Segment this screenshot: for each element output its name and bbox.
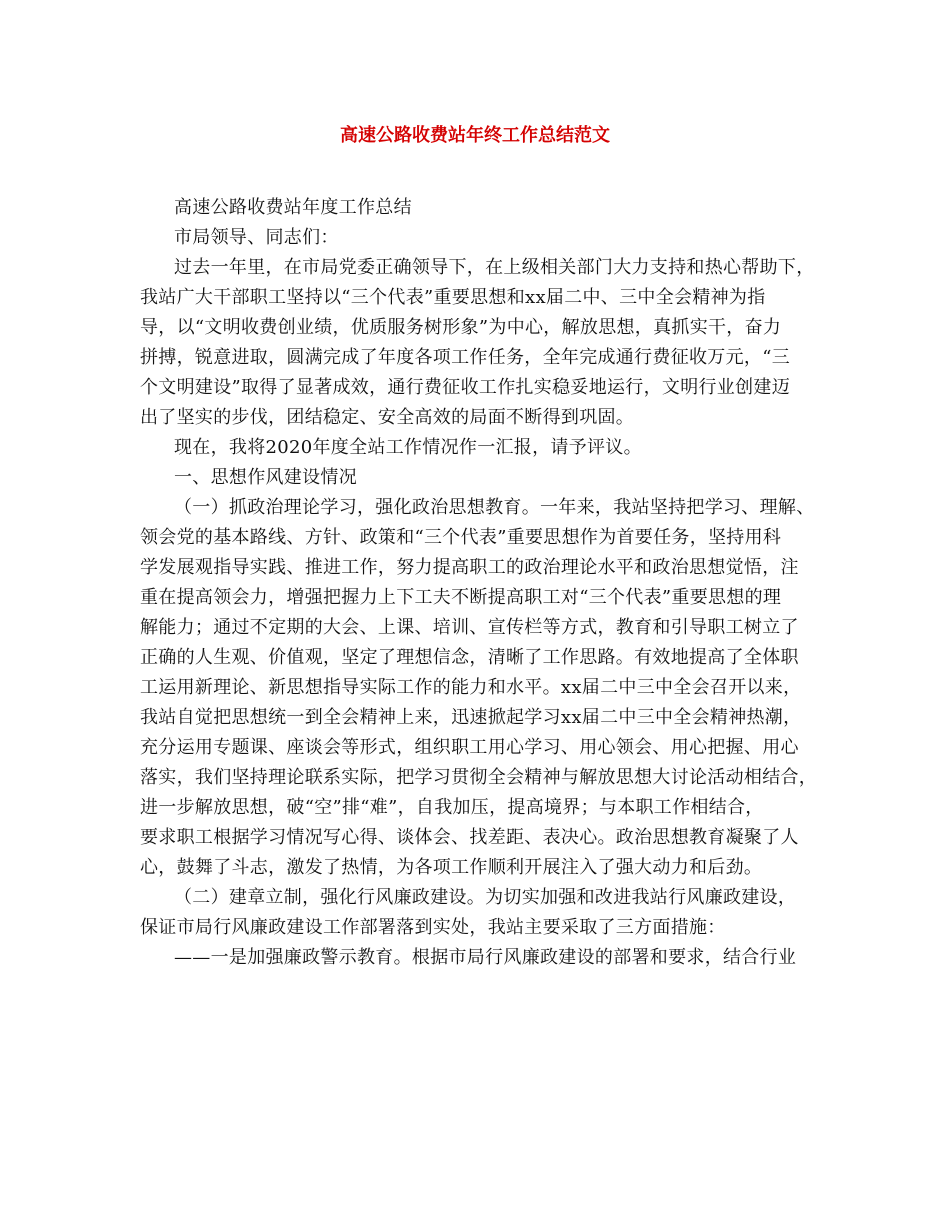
paragraph-line: 过去一年里，在市局党委正确领导下，在上级相关部门大力支持和热心帮助下， bbox=[174, 257, 815, 278]
document-body bbox=[140, 193, 823, 973]
paragraph-line: 工运用新理论、新思想指导实际工作的能力和水平。xx届二中三中全会召开以来， bbox=[140, 677, 802, 698]
document-title: 高速公路收费站年终工作总结范文 bbox=[340, 125, 610, 146]
paragraph-line: ——一是加强廉政警示教育。根据市局行风廉政建设的部署和要求，结合行业 bbox=[174, 947, 797, 968]
paragraph-line: 心，鼓舞了斗志，激发了热情，为各项工作顺利开展注入了强大动力和后劲。 bbox=[140, 857, 763, 878]
paragraph-line: 出了坚实的步伐，团结稳定、安全高效的局面不断得到巩固。 bbox=[140, 407, 635, 428]
paragraph-line: 学发展观指导实践、推进工作，努力提高职工的政治理论水平和政治思想觉悟，注 bbox=[140, 557, 799, 578]
paragraph-line: 领会党的基本路线、方针、政策和“三个代表”重要思想作为首要任务，坚持用科 bbox=[140, 527, 782, 548]
paragraph-line: 个文明建设”取得了显著成效，通行费征收工作扎实稳妥地运行，文明行业创建迈 bbox=[140, 377, 790, 398]
paragraph-line: 重在提高领会力，增强把握力上下工夫不断提高职工对“三个代表”重要思想的理 bbox=[140, 587, 782, 608]
paragraph-line: 现在，我将2020年度全站工作情况作一汇报，请予评议。 bbox=[174, 437, 642, 458]
paragraph-line: 我站广大干部职工坚持以“三个代表”重要思想和xx届二中、三中全会精神为指 bbox=[140, 287, 766, 308]
paragraph-line: 拼搏，锐意进取，圆满完成了年度各项工作任务，全年完成通行费征收万元，“三 bbox=[140, 347, 790, 368]
paragraph-line: 保证市局行风廉政建设工作部署落到实处，我站主要采取了三方面措施： bbox=[140, 917, 726, 938]
paragraph-line: 要求职工根据学习情况写心得、谈体会、找差距、表决心。政治思想教育凝聚了人 bbox=[140, 827, 799, 848]
paragraph-line: 导，以“文明收费创业绩，优质服务树形象”为中心，解放思想，真抓实干，奋力 bbox=[140, 317, 782, 338]
paragraph-line: 正确的人生观、价值观，坚定了理想信念，清晰了工作思路。有效地提高了全体职 bbox=[140, 647, 799, 668]
subtitle-line: 高速公路收费站年度工作总结 bbox=[174, 197, 412, 218]
paragraph-line: （二）建章立制，强化行风廉政建设。为切实加强和改进我站行风廉政建设， bbox=[174, 887, 797, 908]
paragraph-line: 解能力；通过不定期的大会、上课、培训、宣传栏等方式，教育和引导职工树立了 bbox=[140, 617, 799, 638]
paragraph-line: 充分运用专题课、座谈会等形式，组织职工用心学习、用心领会、用心把握、用心 bbox=[140, 737, 799, 758]
paragraph-line: 进一步解放思想，破“空”排“难”，自我加压，提高境界；与本职工作相结合， bbox=[140, 797, 764, 818]
salutation-line: 市局领导、同志们： bbox=[174, 227, 339, 248]
paragraph-line: （一）抓政治理论学习，强化政治思想教育。一年来，我站坚持把学习、理解、 bbox=[174, 497, 815, 518]
paragraph-line: 我站自觉把思想统一到全会精神上来，迅速掀起学习xx届二中三中全会精神热潮， bbox=[140, 707, 802, 728]
section-heading: 一、思想作风建设情况 bbox=[174, 467, 357, 488]
paragraph-line: 落实，我们坚持理论联系实际，把学习贯彻全会精神与解放思想大讨论活动相结合， bbox=[140, 767, 818, 788]
